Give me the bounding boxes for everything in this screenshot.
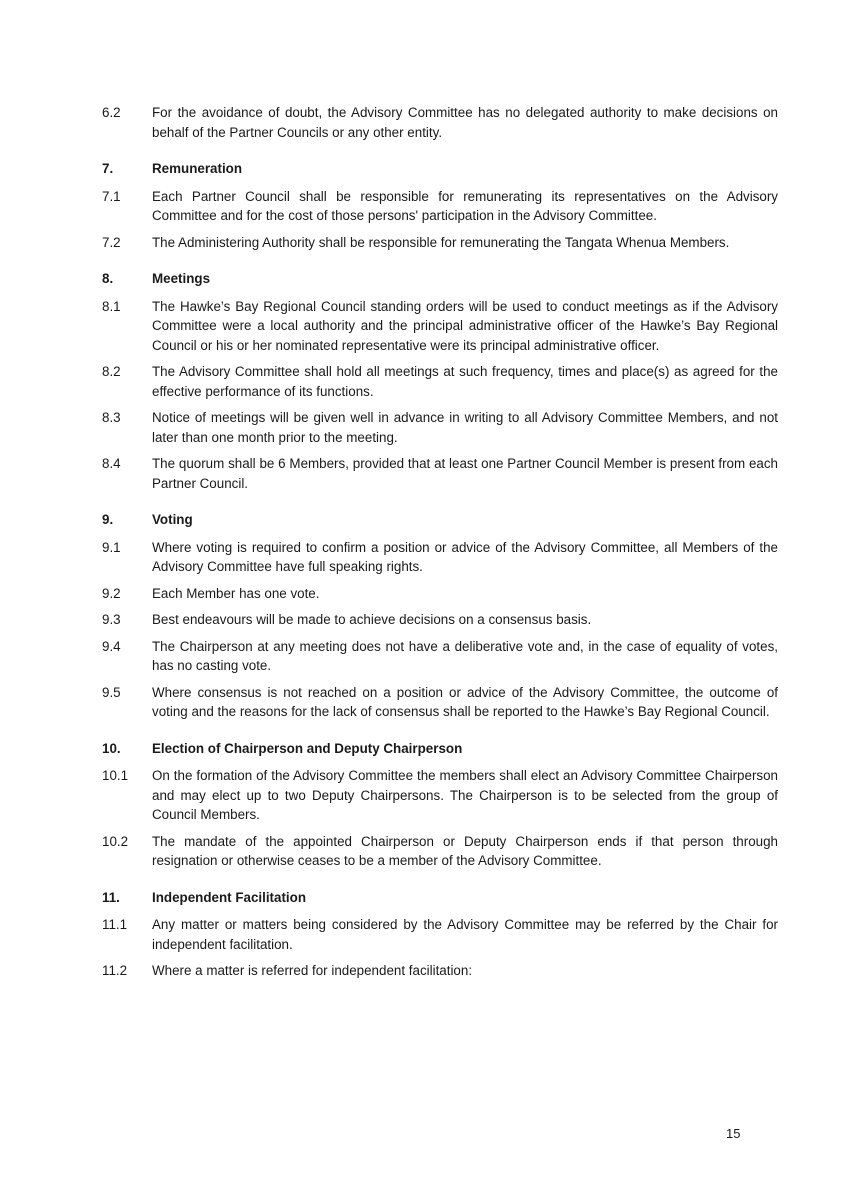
clause-number: 9.1 — [102, 539, 121, 555]
clause — [102, 362, 778, 401]
section-8 — [102, 269, 778, 493]
section-heading — [102, 739, 778, 759]
clause — [102, 538, 778, 577]
clause — [102, 610, 778, 630]
section-9 — [102, 510, 778, 722]
document-page — [102, 103, 778, 998]
clause-number: 9.4 — [102, 638, 121, 654]
section-title: Independent Facilitation — [152, 889, 306, 905]
clause-text: The Chairperson at any meeting does not have a deliberative vote and, in the case of equality of votes, has no casting vote. — [152, 638, 778, 673]
clause-text: The Administering Authority shall be responsible for remunerating the Tangata Whenua Members. — [152, 234, 730, 250]
clause — [102, 408, 778, 447]
clause — [102, 961, 778, 981]
section-heading — [102, 510, 778, 530]
clause — [102, 297, 778, 356]
page-number: 15 — [726, 1126, 741, 1141]
section-heading — [102, 888, 778, 908]
clause-number: 10.1 — [102, 768, 129, 783]
clause-text: Where consensus is not reached on a position or advice of the Advisory Committee, the outcome of voting and the reasons for the lack of consensus shall be reported to the Hawke’s Bay Regional Council. — [152, 684, 778, 719]
clause — [102, 454, 778, 493]
section-number: 7. — [102, 161, 114, 176]
clause — [102, 637, 778, 676]
section-title: Remuneration — [152, 161, 243, 176]
section-heading — [102, 159, 778, 179]
section-10 — [102, 739, 778, 871]
clause-number: 11.1 — [102, 917, 128, 932]
clause-text: Each Member has one vote. — [152, 585, 320, 601]
clause-text: For the avoidance of doubt, the Advisory Committee has no delegated authority to make decisions on behalf of the Partner Councils or any other entity. — [152, 105, 778, 140]
section-title: Election of Chairperson and Deputy Chairperson — [152, 740, 463, 756]
clause — [102, 187, 778, 226]
clause-number: 7.2 — [102, 234, 121, 250]
clause-number: 11.2 — [102, 963, 128, 978]
section-number: 8. — [102, 271, 114, 286]
clause-number: 8.3 — [102, 410, 121, 425]
section-11 — [102, 888, 778, 981]
clause-text: Notice of meetings will be given well in advance in writing to all Advisory Committee Members, and not later than one month prior to the meeting. — [152, 410, 778, 445]
section-title: Voting — [152, 512, 193, 527]
section-number: 11. — [102, 889, 120, 905]
section-number: 10. — [102, 740, 121, 756]
clause-number: 8.4 — [102, 456, 121, 471]
clause-text: Any matter or matters being considered by the Advisory Committee may be referred by the Chair for independent facilitation. — [152, 917, 778, 952]
clause — [102, 766, 778, 825]
clause — [102, 832, 778, 871]
clause — [102, 915, 778, 954]
section-7 — [102, 159, 778, 252]
clause-text: The Advisory Committee shall hold all meetings at such frequency, times and place(s) as agreed for the effective performance of its functions. — [152, 364, 778, 399]
clause-number: 6.2 — [102, 105, 121, 120]
clause — [102, 103, 778, 142]
clause-text: On the formation of the Advisory Committee the members shall elect an Advisory Committee Chairperson and may elect up to two Deputy Chairpersons. The Chairperson is to be selected from the group of Council Members. — [152, 768, 778, 822]
section-title: Meetings — [152, 271, 211, 286]
clause-number: 8.1 — [102, 298, 121, 314]
clause-number: 9.3 — [102, 612, 121, 627]
clause-text: Best endeavours will be made to achieve decisions on a consensus basis. — [152, 612, 592, 627]
clause — [102, 683, 778, 722]
clause-number: 8.2 — [102, 364, 121, 379]
clause — [102, 233, 778, 253]
clause-text: Where voting is required to confirm a position or advice of the Advisory Committee, all Members of the Advisory Committee have full speaking rights. — [152, 539, 778, 574]
section-number: 9. — [102, 512, 114, 527]
clause-number: 9.5 — [102, 684, 121, 700]
clause-number: 9.2 — [102, 585, 121, 601]
section-6 — [102, 103, 778, 142]
section-heading — [102, 269, 778, 289]
clause — [102, 584, 778, 604]
clause-text: The mandate of the appointed Chairperson or Deputy Chairperson ends if that person through resignation or otherwise ceases to be a member of the Advisory Committee. — [152, 833, 778, 868]
clause-text: Each Partner Council shall be responsible for remunerating its representatives on the Advisory Committee and for the cost of those persons' participation in the Advisory Committee. — [152, 188, 778, 223]
clause-text: The quorum shall be 6 Members, provided that at least one Partner Council Member is present from each Partner Council. — [152, 456, 778, 491]
clause-number: 10.2 — [102, 833, 129, 849]
clause-number: 7.1 — [102, 188, 121, 204]
clause-text: The Hawke’s Bay Regional Council standing orders will be used to conduct meetings as if the Advisory Committee were a local authority and the principal administrative officer of the Hawke’s Bay Regional Council or his or her nominated representative were its principal administrative officer. — [152, 298, 778, 353]
clause-text: Where a matter is referred for independent facilitation: — [152, 963, 473, 978]
